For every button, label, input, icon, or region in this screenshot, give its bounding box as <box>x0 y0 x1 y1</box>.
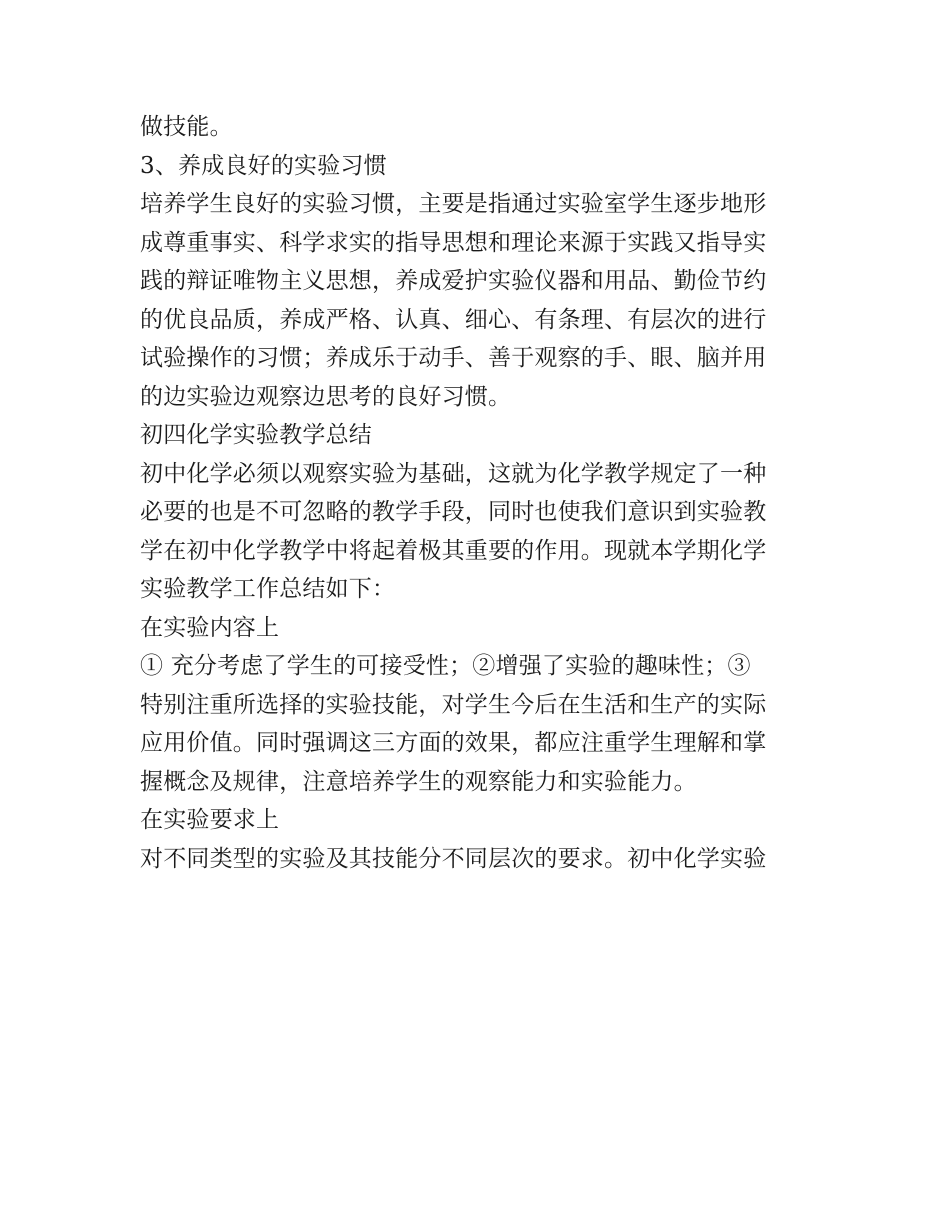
section-heading: 在实验要求上 <box>140 807 280 833</box>
text-line: 特别注重所选择的实验技能，对学生今后在生活和生产的实际 <box>140 691 767 718</box>
text-line: 的优良品质，养成严格、认真、细心、有条理、有层次的进行 <box>140 306 767 333</box>
text-line: 应用价值。同时强调这三方面的效果，都应注重学生理解和掌 <box>140 730 767 756</box>
text-line: 的边实验边观察边思考的良好习惯。 <box>140 383 512 410</box>
text-line: ① 充分考虑了学生的可接受性；②增强了实验的趣味性；③ <box>140 653 751 679</box>
section-heading: 3、养成良好的实验习惯 <box>140 152 387 179</box>
document-body <box>140 108 820 878</box>
text-line: 试验操作的习惯；养成乐于动手、善于观察的手、眼、脑并用 <box>140 345 767 371</box>
text-line: 握概念及规律，注意培养学生的观察能力和实验能力。 <box>140 768 697 795</box>
text-line: 做技能。 <box>140 114 233 140</box>
text-line: 践的辩证唯物主义思想，养成爱护实验仪器和用品、勤俭节约 <box>140 268 767 294</box>
document-title: 初四化学实验教学总结 <box>140 422 372 448</box>
text-line: 对不同类型的实验及其技能分不同层次的要求。初中化学实验 <box>140 845 767 872</box>
text-line: 成尊重事实、科学求实的指导思想和理论来源于实践又指导实 <box>140 229 767 256</box>
text-line: 必要的也是不可忽略的教学手段，同时也使我们意识到实验教 <box>140 499 767 525</box>
text-line: 学在初中化学教学中将起着极其重要的作用。现就本学期化学 <box>140 537 767 564</box>
text-line: 培养学生良好的实验习惯，主要是指通过实验室学生逐步地形 <box>140 191 767 217</box>
section-heading: 在实验内容上 <box>140 614 280 641</box>
text-line: 初中化学必须以观察实验为基础，这就为化学教学规定了一种 <box>140 460 767 487</box>
text-line: 实验教学工作总结如下： <box>140 576 396 602</box>
